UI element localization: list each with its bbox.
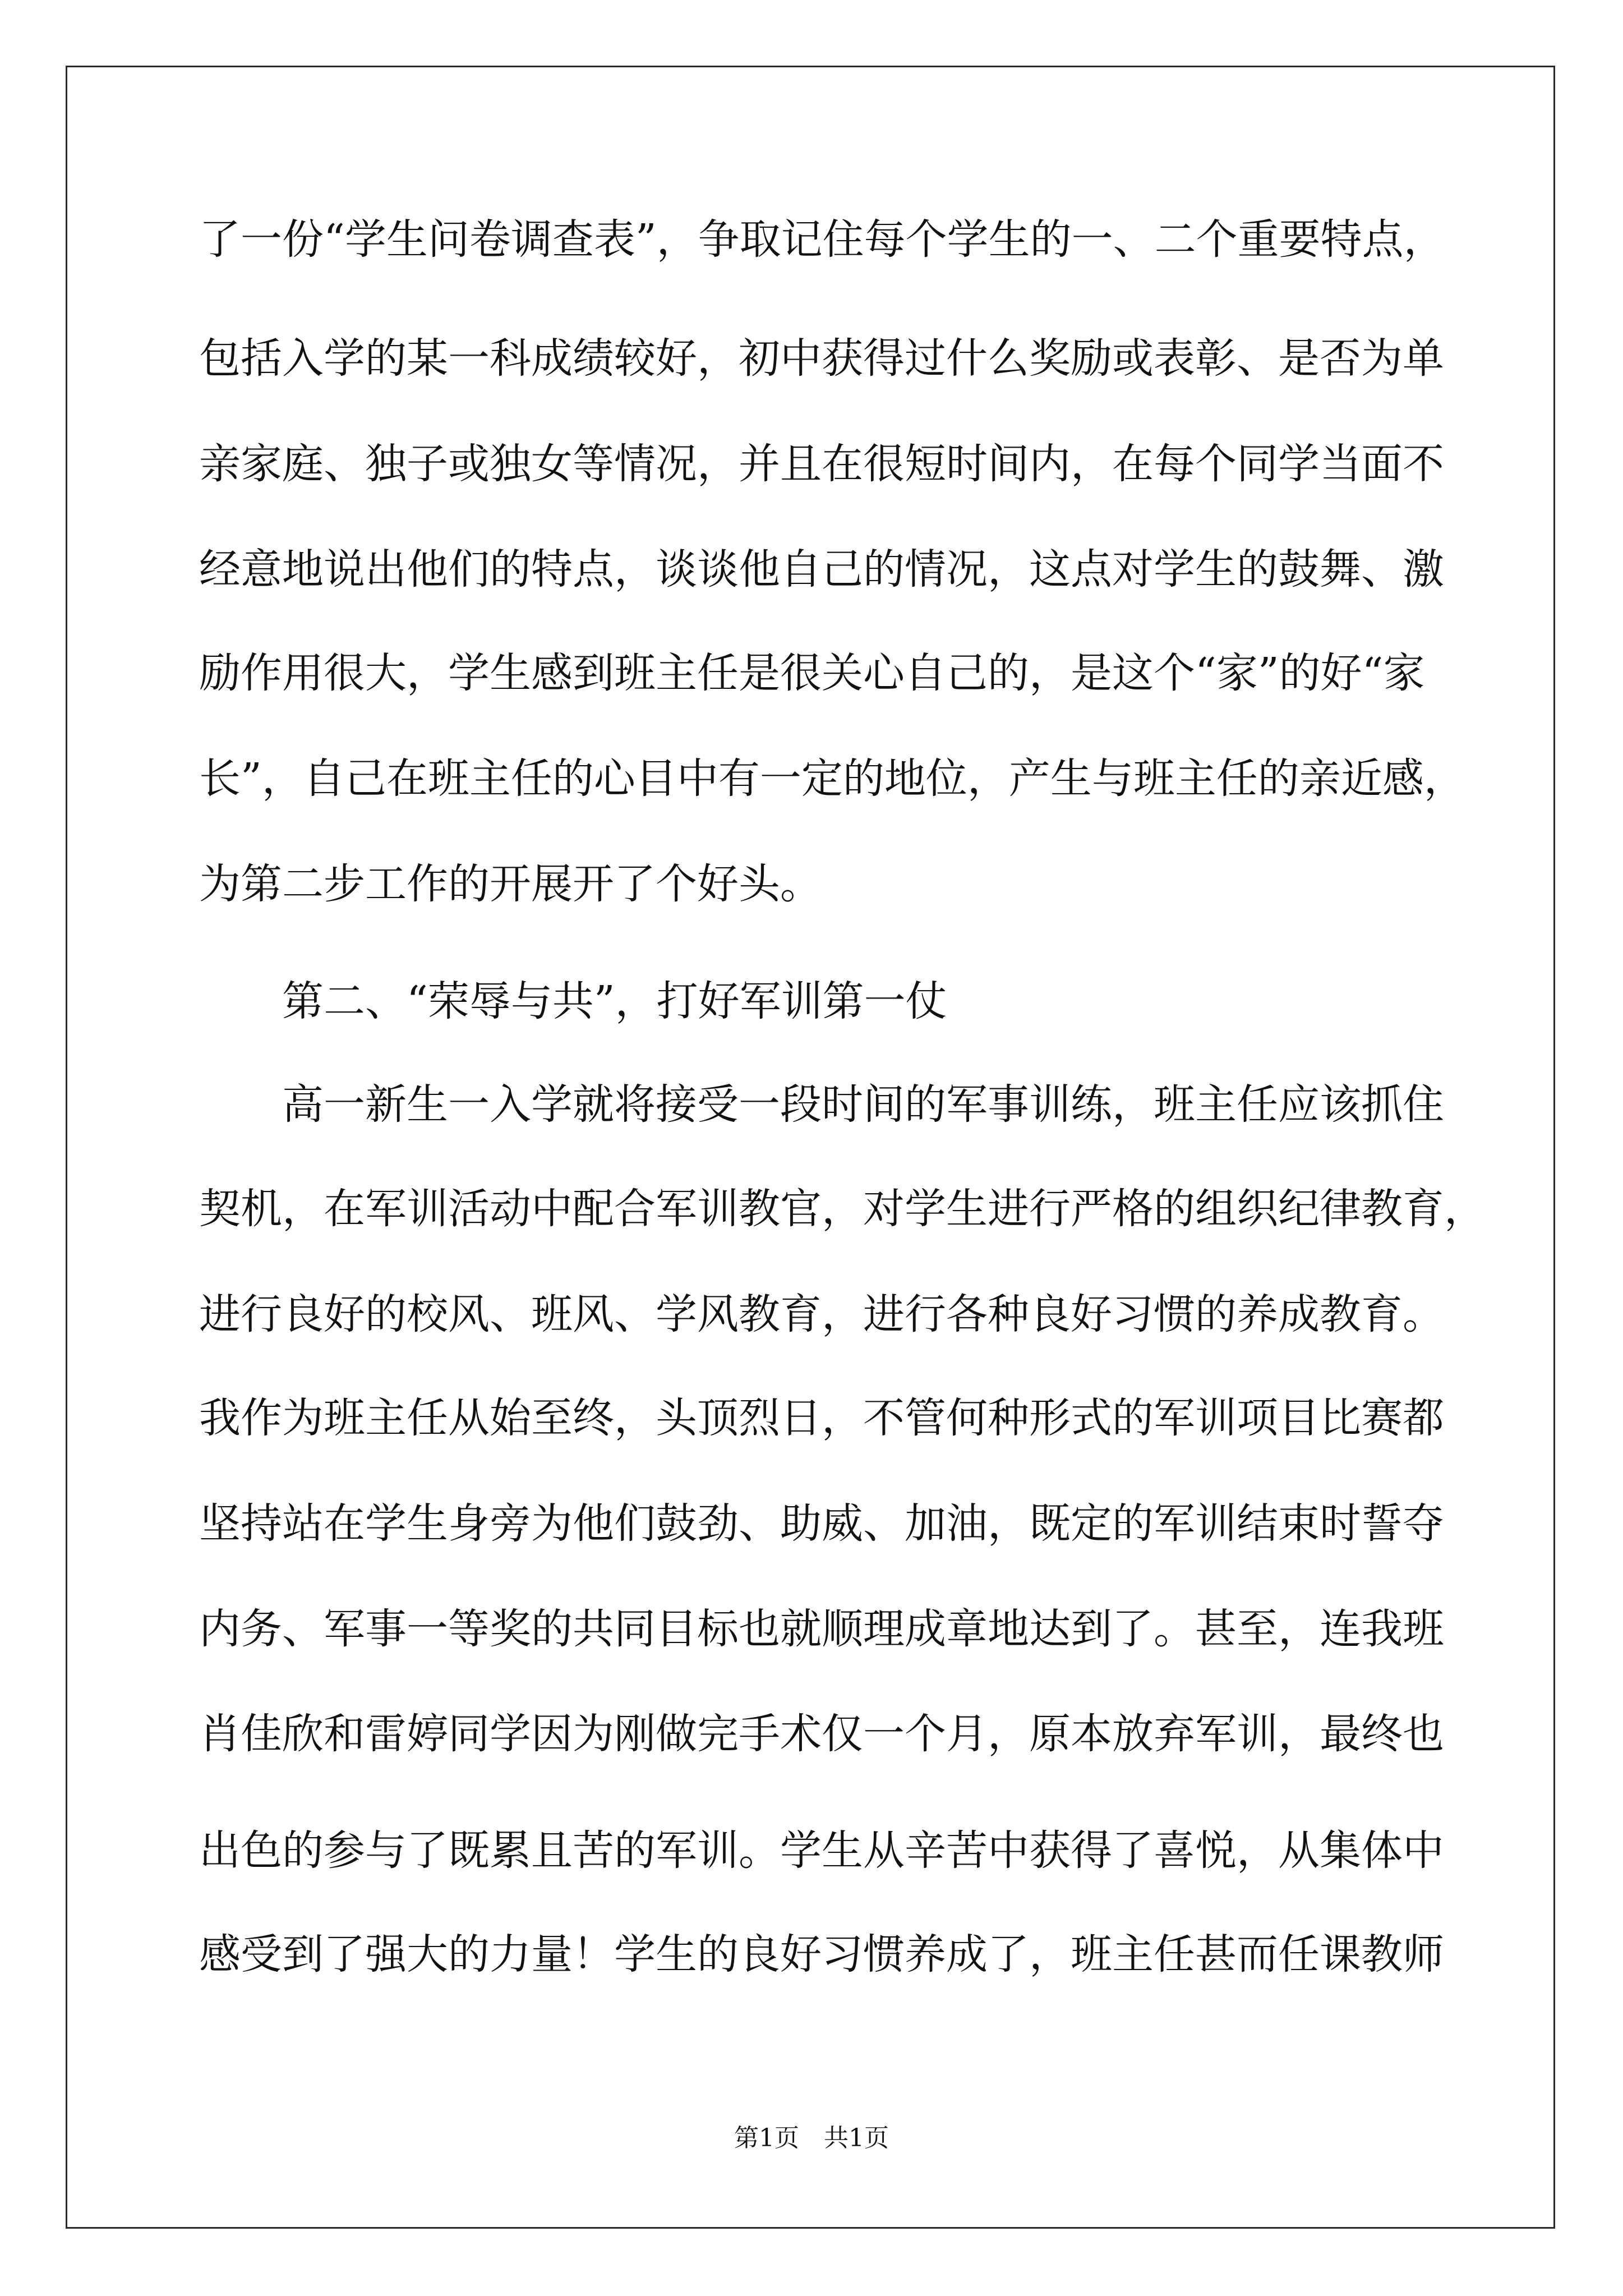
body-line: 长”，自己在班主任的心目中有一定的地位，产生与班主任的亲近感， [199,754,1465,803]
section-heading: 第二、“荣辱与共”，打好军训第一仗 [282,977,947,1025]
body-line: 契机，在军训活动中配合军训教官，对学生进行严格的组织纪律教育， [199,1185,1486,1233]
page-number-footer: 第1页 共1页 [734,2124,889,2152]
body-line: 为第二步工作的开展开了个好头。 [199,860,822,908]
body-line: 励作用很大，学生感到班主任是很关心自己的，是这个“家”的好“家 [199,649,1425,697]
body-line: 我作为班主任从始至终，头顶烈日，不管何种形式的军训项目比赛都 [199,1394,1444,1442]
body-line: 高一新生一入学就将接受一段时间的军事训练，班主任应该抓住 [282,1080,1444,1129]
body-line: 经意地说出他们的特点，谈谈他自己的情况，这点对学生的鼓舞、激 [199,545,1444,593]
body-line: 感受到了强大的力量！学生的良好习惯养成了，班主任甚而任课教师 [199,1930,1444,1978]
body-line: 了一份“学生问卷调查表”，争取记住每个学生的一、二个重要特点， [199,215,1445,264]
body-line: 包括入学的某一科成绩较好，初中获得过什么奖励或表彰、是否为单 [199,334,1444,383]
body-line: 出色的参与了既累且苦的军训。学生从辛苦中获得了喜悦，从集体中 [199,1826,1444,1875]
body-line: 坚持站在学生身旁为他们鼓劲、助威、加油，既定的军训结束时誓夺 [199,1499,1444,1548]
body-line: 亲家庭、独子或独女等情况，并且在很短时间内，在每个同学当面不 [199,440,1444,488]
body-line: 肖佳欣和雷婷同学因为刚做完手术仅一个月，原本放弃军训，最终也 [199,1710,1444,1758]
page-border [66,66,1555,2229]
body-line: 进行良好的校风、班风、学风教育，进行各种良好习惯的养成教育。 [199,1290,1444,1338]
body-line: 内务、军事一等奖的共同目标也就顺理成章地达到了。甚至，连我班 [199,1605,1444,1653]
